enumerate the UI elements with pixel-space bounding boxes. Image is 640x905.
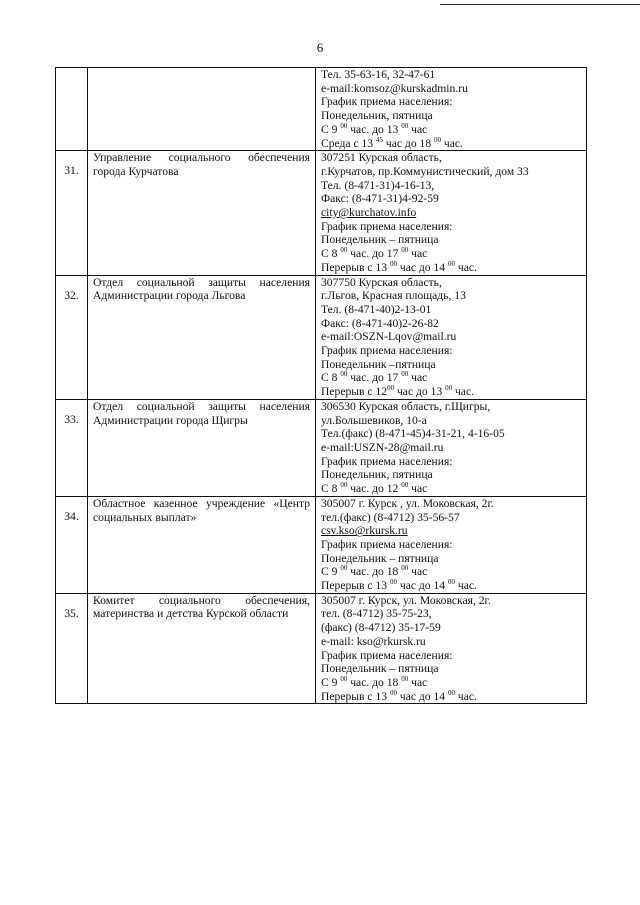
time-superscript: 00 — [340, 121, 348, 130]
contact-text: Тел. 35-63-16, 32-47-61 — [321, 68, 436, 81]
time-superscript: 00 — [340, 370, 348, 379]
contact-line — [321, 261, 583, 275]
contact-text: График приема населения: — [321, 219, 453, 233]
contact-line — [321, 137, 583, 151]
contact-line — [321, 524, 583, 538]
contact-text: ул.Большевиков, 10-а — [321, 413, 427, 427]
contact-text: 305007 г. Курск, ул. Моковская, 2г. — [321, 593, 491, 607]
time-superscript: 00 — [387, 384, 395, 393]
contact-line — [321, 371, 583, 385]
time-superscript: 00 — [401, 674, 409, 683]
table-row — [56, 496, 587, 593]
contact-text: г.Курчатов, пр.Коммунистический, дом 33 — [321, 164, 529, 178]
contact-line — [321, 303, 583, 317]
contact-text: e-mail:OSZN-Lqov@mail.ru — [321, 330, 457, 344]
contact-details — [316, 399, 587, 496]
contact-text: час. до 17 — [347, 371, 402, 385]
contact-line — [321, 82, 583, 96]
time-superscript: 00 — [340, 481, 348, 490]
organization-name: Управление социального обеспечения города Курчатова — [88, 151, 316, 275]
table-row — [56, 151, 587, 275]
contact-text: Понедельник –пятница — [321, 357, 436, 371]
contact-text: час. — [454, 689, 477, 703]
contact-line — [321, 497, 583, 511]
contact-text: Понедельник – пятница — [321, 551, 439, 565]
contact-text: час. — [452, 385, 474, 399]
contact-line — [321, 482, 583, 496]
contact-text: Факс: (8-471-40)2-26-82 — [321, 316, 439, 330]
contact-text: час. до 12 — [347, 482, 402, 496]
table-row — [56, 68, 587, 151]
contact-text: e-mail: kso@rkursk.ru — [321, 634, 426, 648]
contact-text: График приема населения: — [321, 648, 453, 662]
page-number: 6 — [316, 40, 324, 55]
contact-line — [321, 220, 583, 234]
contact-text: час — [408, 565, 428, 579]
table-row — [56, 399, 587, 496]
contact-text: 307750 Курская область, — [321, 275, 442, 289]
contact-line — [321, 344, 583, 358]
table-row — [56, 275, 587, 399]
contact-text: час. — [441, 136, 463, 150]
contact-text: час — [408, 247, 428, 261]
row-number: 32. — [56, 275, 88, 399]
contact-details — [316, 151, 587, 275]
contact-line — [321, 233, 583, 247]
time-superscript: 00 — [447, 578, 455, 587]
contact-text: 305007 г. Курск , ул. Моковская, 2г. — [321, 496, 494, 510]
contact-line — [321, 151, 583, 165]
contact-text: С 9 — [321, 675, 341, 689]
contact-text: Перерыв с 13 — [321, 579, 390, 593]
contact-line — [321, 68, 583, 82]
row-number: 34. — [56, 496, 88, 593]
contact-line — [321, 317, 583, 331]
organization-name: Отдел социальной защиты населения Администрации города Щигры — [88, 399, 316, 496]
contact-text: г.Льгов, Красная площадь, 13 — [321, 289, 466, 303]
top-rule — [440, 4, 640, 5]
time-superscript: 00 — [401, 564, 409, 573]
contact-line — [321, 552, 583, 566]
contact-line — [321, 468, 583, 482]
contact-text: час до 13 — [394, 385, 446, 399]
contact-text: Понедельник, пятница — [321, 109, 433, 123]
contact-text: час до 14 — [396, 579, 448, 593]
contact-line — [321, 165, 583, 179]
contact-text: График приема населения: — [321, 344, 453, 358]
contact-text: час. до 17 — [347, 247, 402, 261]
contact-line — [321, 358, 583, 372]
time-superscript: 00 — [445, 384, 453, 393]
contact-text: час. — [454, 260, 477, 274]
contact-text: График приема населения: — [321, 537, 453, 551]
email-link[interactable]: csv.kso@rkursk.ru — [321, 524, 408, 538]
time-superscript: 00 — [401, 481, 409, 490]
organization-name: Отдел социальной защиты населения Администрации города Льгова — [88, 275, 316, 399]
contact-text: час. — [454, 579, 477, 593]
contact-text: час — [408, 675, 428, 689]
contact-line — [321, 579, 583, 593]
contact-text: Тел. (8-471-31)4-16-13, — [321, 178, 435, 192]
contact-line — [321, 414, 583, 428]
contact-text: Перерыв с 12 — [321, 385, 388, 399]
contact-line — [321, 690, 583, 704]
contact-details — [316, 68, 587, 151]
contact-line — [321, 179, 583, 193]
time-superscript: 00 — [434, 135, 442, 144]
contact-text: Перерыв с 13 — [321, 689, 390, 703]
contact-text: час. до 18 — [347, 675, 402, 689]
contact-line — [321, 109, 583, 123]
contact-line — [321, 123, 583, 137]
contact-line — [321, 511, 583, 525]
contact-line — [321, 400, 583, 414]
contact-line — [321, 95, 583, 109]
time-superscript: 00 — [401, 370, 409, 379]
contact-text: С 8 — [321, 482, 341, 496]
contact-line — [321, 662, 583, 676]
time-superscript: 00 — [389, 578, 397, 587]
email-link[interactable]: city@kurchatov.info — [321, 206, 417, 220]
contact-line — [321, 441, 583, 455]
organization-name: Областное казенное учреждение «Центр социальных выплат» — [88, 496, 316, 593]
contact-text: С 9 — [321, 122, 341, 136]
time-superscript: 00 — [401, 121, 409, 130]
contact-details — [316, 496, 587, 593]
contact-line — [321, 607, 583, 621]
time-superscript: 00 — [389, 259, 397, 268]
contact-text: 306530 Курская область, г.Щигры, — [321, 399, 491, 413]
time-superscript: 45 — [376, 135, 384, 144]
organization-name: Комитет социального обеспечения, материнства и детства Курской области — [88, 593, 316, 704]
contact-text: Тел.(факс) (8-471-45)4-31-21, 4-16-05 — [321, 427, 505, 441]
row-number: 35. — [56, 593, 88, 704]
contact-line — [321, 455, 583, 469]
contact-line — [321, 206, 583, 220]
contact-text: час до 14 — [396, 260, 448, 274]
contact-details — [316, 593, 587, 704]
contact-text: час до 18 — [383, 136, 435, 150]
contact-text: час — [408, 482, 428, 496]
time-superscript: 00 — [389, 688, 397, 697]
contact-line — [321, 385, 583, 399]
organization-name — [88, 68, 316, 151]
contact-text: час — [408, 122, 428, 136]
contact-line — [321, 427, 583, 441]
contact-text: Тел. (8-471-40)2-13-01 — [321, 302, 432, 316]
contact-line — [321, 538, 583, 552]
row-number: 31. — [56, 151, 88, 275]
contact-text: 307251 Курская область, — [321, 151, 442, 165]
contact-line — [321, 649, 583, 663]
contact-text: С 8 — [321, 247, 341, 261]
contact-text: График приема населения: — [321, 95, 453, 109]
time-superscript: 00 — [447, 259, 455, 268]
contact-line — [321, 621, 583, 635]
contact-text: час. до 18 — [347, 565, 402, 579]
contact-text: Перерыв с 13 — [321, 260, 390, 274]
contact-line — [321, 289, 583, 303]
contacts-table-body — [56, 68, 587, 704]
contact-text: Понедельник – пятница — [321, 662, 439, 676]
contact-line — [321, 247, 583, 261]
row-number — [56, 68, 88, 151]
contact-text: тел. (8-4712) 35-75-23, — [321, 607, 432, 621]
contact-text: Понедельник – пятница — [321, 233, 439, 247]
contact-details — [316, 275, 587, 399]
contact-text: e-mail:USZN-28@mail.ru — [321, 440, 444, 454]
time-superscript: 00 — [447, 688, 455, 697]
contact-text: час до 14 — [396, 689, 448, 703]
contact-line — [321, 635, 583, 649]
time-superscript: 00 — [340, 564, 348, 573]
contact-text: Среда с 13 — [321, 136, 377, 150]
contact-line — [321, 565, 583, 579]
time-superscript: 00 — [340, 674, 348, 683]
contact-text: Понедельник, пятница — [321, 468, 433, 482]
contact-line — [321, 594, 583, 608]
contact-text: Факс: (8-471-31)4-92-59 — [321, 192, 439, 206]
contact-text: С 8 — [321, 371, 341, 385]
contact-text: (факс) (8-4712) 35-17-59 — [321, 621, 441, 635]
contact-text: С 9 — [321, 565, 341, 579]
time-superscript: 00 — [340, 246, 348, 255]
contact-line — [321, 330, 583, 344]
contact-text: График приема населения: — [321, 454, 453, 468]
contact-text: час — [408, 371, 428, 385]
contacts-table — [55, 67, 587, 704]
contact-line — [321, 676, 583, 690]
table-row — [56, 593, 587, 704]
contact-line — [321, 276, 583, 290]
contact-text: e-mail:komsoz@kurskadmin.ru — [321, 81, 468, 95]
time-superscript: 00 — [401, 246, 409, 255]
contact-text: тел.(факс) (8-4712) 35-56-57 — [321, 510, 460, 524]
contact-text: час. до 13 — [347, 122, 402, 136]
row-number: 33. — [56, 399, 88, 496]
contact-line — [321, 192, 583, 206]
